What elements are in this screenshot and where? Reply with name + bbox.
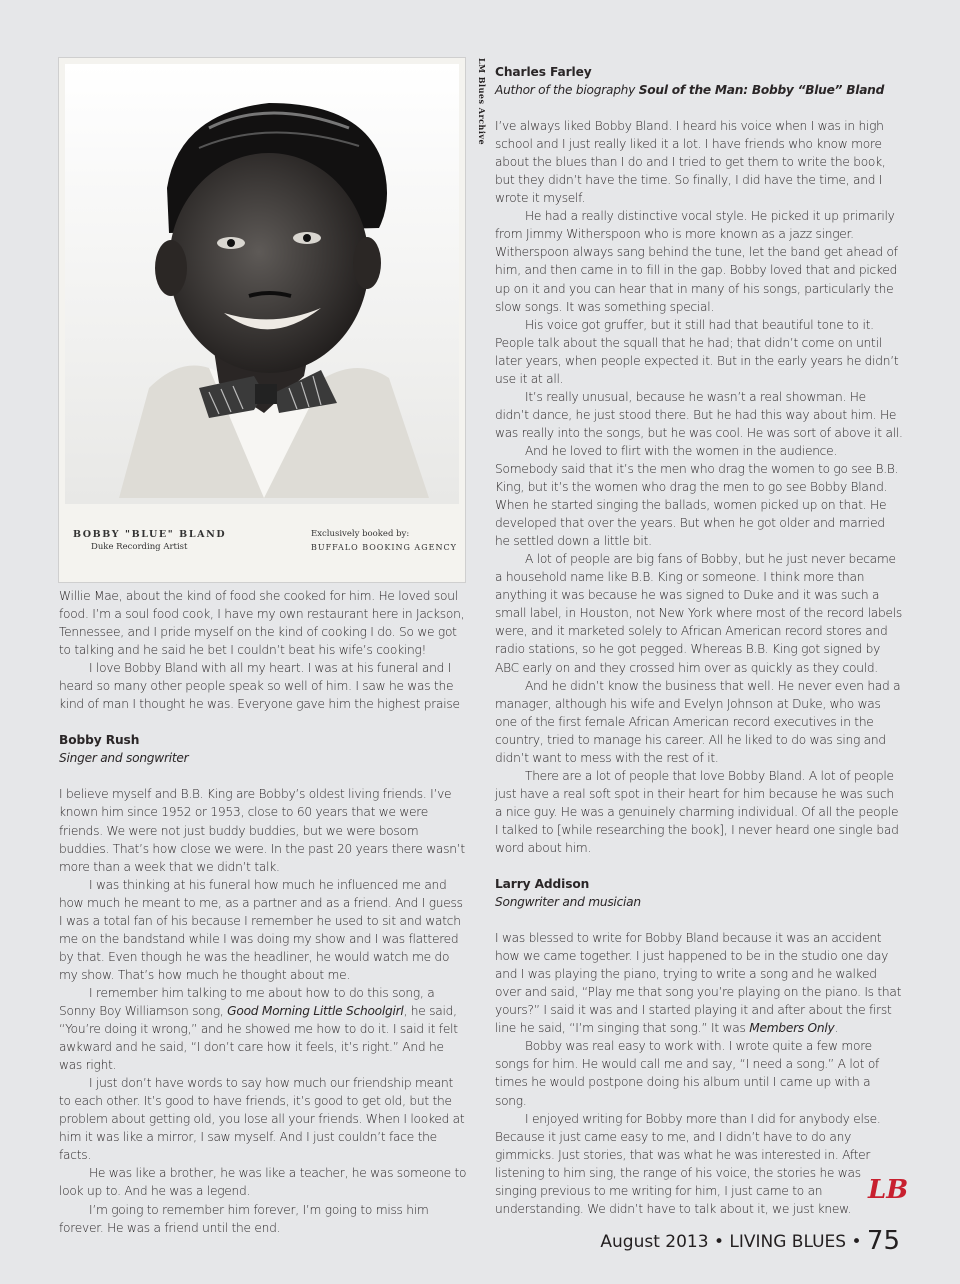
paragraph: He was like a brother, he was like a teacher, he was someone to look up to. And he was a legend. [59,1166,467,1199]
paragraph: There are a lot of people that love Bobby Bland. A lot of people just have a real soft spot in their heart for him because he was such a nice guy. He was a genuinely charming individual. Of all the people I talked to [while researching the book], I never heard one single bad word about him. [495,768,899,855]
speaker-role: Singer and songwriter [59,751,189,766]
speaker-role: Songwriter and musician [495,895,641,910]
paragraph: Willie Mae, about the kind of food she cooked for him. He loved soul food. I’m a soul food cook, I have my own restaurant here in Jackson, Tennessee, and I pride myself on the kind of cooking I do. So we got to talking and he said he bet I couldn’t beat his wife’s cooking! [59,589,465,658]
paragraph: I remember him talking to me about how to do this song, a Sonny Boy Williamson song, Good Morning Little Schoolgirl, he said, “You’re doing it wrong,” and he showed me how to do it. I said it felt awkward and he said, “I don’t care how it feels, it’s right.” And he was right. [59,985,458,1073]
paragraph: I was thinking at his funeral how much he influenced me and how much he meant to me, as a partner and as a friend. And I guess I was a total fan of his because I remember he used to sit and watch me on the bandstand while I was doing my show and I was flattered by that. Even though he was the headliner, he would watch me do my show. That’s how much he thought about me. [59,877,463,982]
bobby-bland-photo [59,58,465,582]
left-column [59,587,467,1237]
paragraph: His voice got gruffer, but it still had that beautiful tone to it. People talk about the squall that he had; that didn’t come on until later years, when people expected it. But in the early years he didn’t use it at all. [495,317,899,386]
paragraph: I was blessed to write for Bobby Bland because it was an accident how we came together. I just happened to be in the studio one day and I was playing the piano, trying to write a song and he walked over and said, “Play me that song you’re playing on the piano. Is that yours?” I said it was and I started playing it and after about the first line he said, “I’m singing that song.” It was Members Only. [495,931,902,1036]
caption-booking-line: Exclusively booked by: [311,529,410,539]
svg-text:LB: LB [868,1175,909,1205]
song-title: Good Morning Little Schoolgirl [227,1003,404,1018]
photo-caption-right [311,528,457,554]
paragraph: Bobby was real easy to work with. I wrote quite a few more songs for him. He would call me and say, “I need a song.” A lot of times he would postpone doing his album until I came up with a song. [495,1039,880,1108]
issue-line: August 2013 • LIVING BLUES • [600,1232,862,1252]
speaker-name-charles-farley: Charles Farley [495,65,592,79]
speaker-role: Author of the biography Soul of the Man: Bobby “Blue” Bland [495,83,885,98]
right-column [495,63,903,1218]
caption-agency: BUFFALO BOOKING AGENCY [311,543,457,552]
caption-artist-role: Duke Recording Artist [91,542,188,552]
photo-caption-left [73,528,226,554]
paragraph: I enjoyed writing for Bobby more than I did for anybody else. Because it just came easy to me, and I didn’t have to do any gimmicks. Just stories, that was what he was interested in. After listening to him sing, the range of his voice, the stories he was singing previous to me writing for him, I just came to an understanding. We didn’t have to talk about it, we just knew. [495,1111,881,1216]
caption-artist-name: BOBBY "BLUE" BLAND [73,529,227,540]
portrait-image [59,58,465,582]
song-title: Members Only [749,1021,835,1036]
living-blues-logo-icon [864,1168,909,1208]
page-footer [600,1226,900,1256]
photo-credit: LM Blues Archive [477,58,487,146]
paragraph: I love Bobby Bland with all my heart. I was at his funeral and I heard so many other people speak so well of him. I saw he was the kind of man I thought he was. Everyone gave him the highest praise [59,661,460,712]
paragraph: A lot of people are big fans of Bobby, but he just never became a household name like B.B. King or someone. I think more than anything it was because he was signed to Duke and it was such a small label, in Houston, not New York where most of the record labels were, and it marketed solely to African American record stores and radio stations, so he got pegged. Whereas B.B. King got signed by ABC early on and they crossed him over as quickly as they could. [495,552,902,675]
paragraph: And he didn’t know the business that well. He never even had a manager, although his wife and Evelyn Johnson at Duke, who was one of the first female African American record executives in the country, tried to manage his career. All he liked to do was sing and didn’t want to mess with the rest of it. [495,678,901,765]
book-title: Soul of the Man: Bobby “Blue” Bland [638,83,885,98]
page-number: 75 [866,1226,900,1256]
paragraph: It’s really unusual, because he wasn’t a real showman. He didn’t dance, he just stood there. But he had this way about him. He was really into the songs, but he was cool. He was sort of above it all. [495,389,903,440]
paragraph: And he loved to flirt with the women in the audience. Somebody said that it’s the men who drag the women to go see B.B. King, but it’s the women who drag the men to go see Bobby Bland. When he started singing the ballads, women picked up on that. He developed that over the years. But when he got older and married he settled down a little bit. [495,443,899,549]
paragraph: I’m going to remember him forever, I’m going to miss him forever. He was a friend until the end. [59,1202,429,1235]
paragraph: I believe myself and B.B. King are Bobby’s oldest living friends. I’ve known him since 1952 or 1953, close to 60 years that we were friends. We were not just buddy buddies, but we were bosom buddies. That’s how close we were. In the past 20 years there wasn’t more than a week that we didn’t talk. [59,787,465,874]
paragraph: I’ve always liked Bobby Bland. I heard his voice when I was in high school and I just really liked it a lot. I have friends who know more about the blues than I do and I tried to get them to write the book, but they didn’t have the time. So finally, I did have the time, and I wrote it myself. [495,119,886,206]
speaker-name-bobby-rush: Bobby Rush [59,733,140,748]
paragraph: I just don’t have words to say how much our friendship meant to each other. It’s good to have friends, it’s good to get old, but the problem about getting old, you lose all your friends. When I looked at him it was like a mirror, I saw myself. And I just couldn’t face the facts. [59,1076,465,1163]
paragraph: He had a really distinctive vocal style. He picked it up primarily from Jimmy Witherspoon who is more known as a jazz singer. Witherspoon always sang behind the tune, let the band get ahead of him, and then came in to fill in the gap. Bobby loved that and picked up on it and you can hear that in many of his songs, particularly the slow songs. It was something special. [495,209,898,314]
speaker-name-larry-addison: Larry Addison [495,877,590,892]
